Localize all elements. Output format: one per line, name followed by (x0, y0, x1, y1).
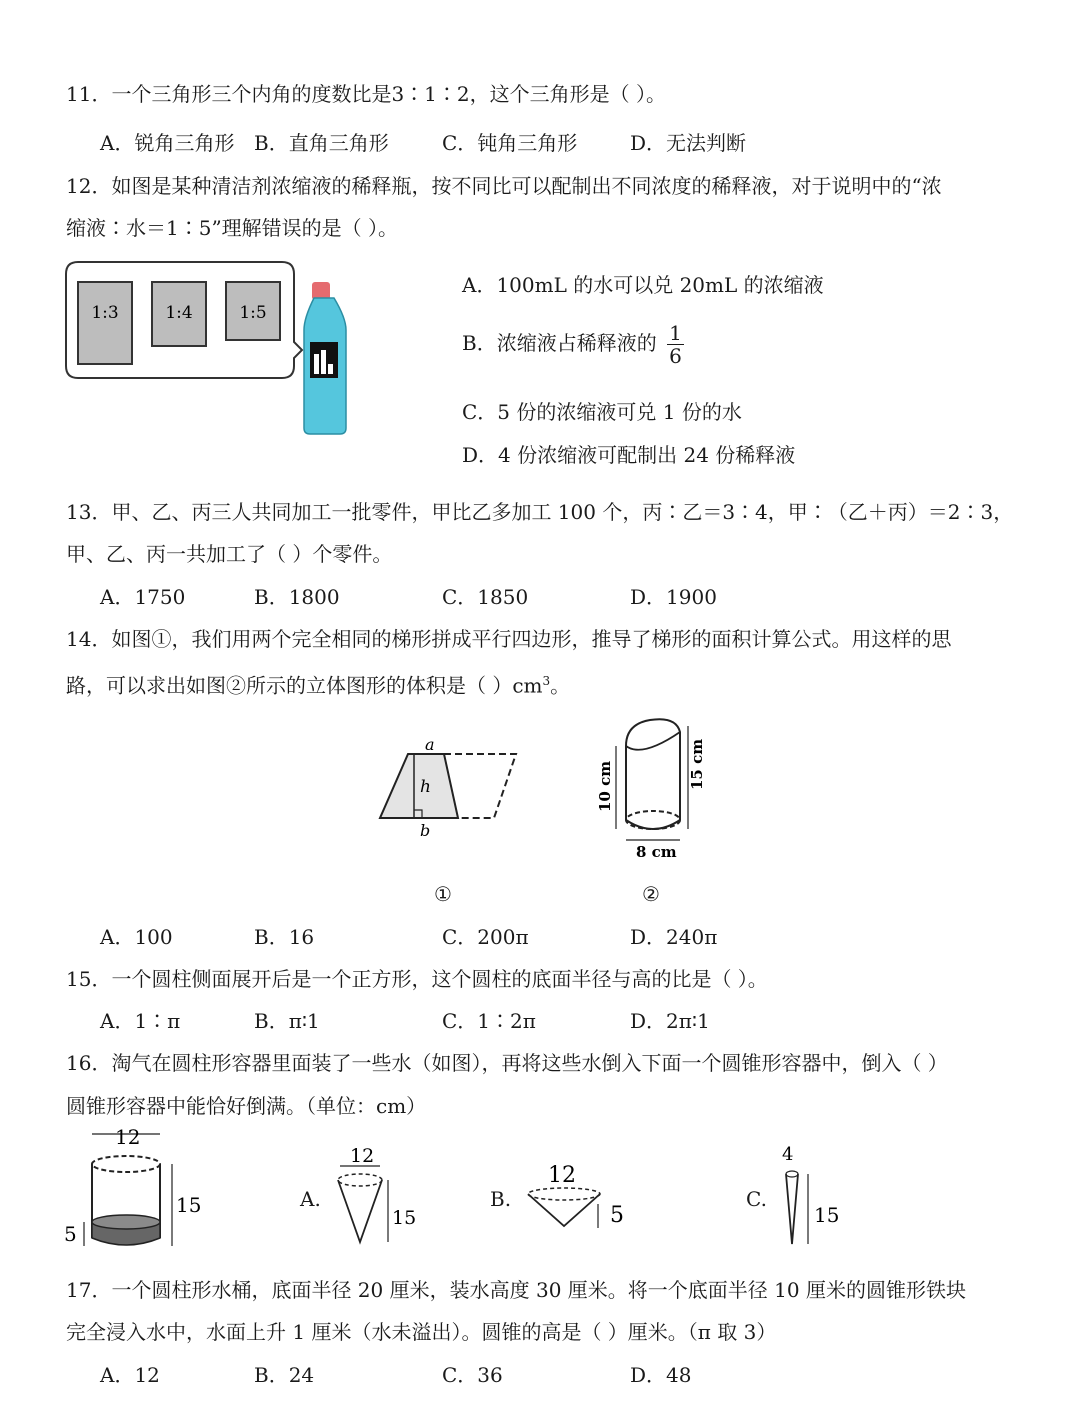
q16-stem-line2: 圆锥形容器中能恰好倒满。（单位：cm） (66, 1094, 427, 1118)
q12-stem-line1: 12．如图是某种清洁剂浓缩液的稀释瓶，按不同比可以配制出不同浓度的稀释液，对于说明中的“浓 (66, 174, 942, 198)
q14-option-b: B．16 (254, 925, 315, 949)
fraction-denominator: 6 (669, 344, 682, 368)
cone-b-height-label: 5 (610, 1203, 624, 1228)
ratio-label-3: 1:5 (239, 303, 267, 323)
cone-a-figure (330, 1146, 430, 1250)
q12-option-d: D．4 份浓缩液可配制出 24 份稀释液 (462, 443, 796, 467)
q11-option-c: C．钝角三角形 (442, 131, 578, 155)
label-a: a (425, 735, 435, 754)
label-10cm: 10 cm (596, 760, 614, 812)
q15-option-a: A．1∶π (100, 1009, 181, 1033)
cone-b-figure (518, 1156, 638, 1236)
q13-option-b: B．1800 (254, 585, 340, 609)
q12-option-b-text: B．浓缩液占稀释液的 (462, 331, 657, 355)
fig-label-2: ② (642, 882, 660, 906)
trapezoid-parallelogram-figure (370, 730, 530, 840)
q14-stem-line2 (66, 667, 570, 700)
q17-stem-line2: 完全浸入水中，水面上升 1 厘米（水未溢出）。圆锥的高是（ ）厘米。（π 取 3） (66, 1320, 777, 1344)
q13-option-c: C．1850 (442, 585, 529, 609)
cylinder-sides (626, 719, 680, 820)
q14-option-a: A．100 (100, 925, 173, 949)
q17-option-b: B．24 (254, 1363, 315, 1387)
q17-option-c: C．36 (442, 1363, 503, 1387)
q15-option-b: B．π∶1 (254, 1009, 320, 1033)
q17-option-a: A．12 (100, 1363, 160, 1387)
dilution-bottle-figure (64, 258, 364, 440)
cut-top-edge (626, 732, 680, 750)
fraction-numerator: 1 (669, 321, 682, 345)
q17-option-d: D．48 (630, 1363, 692, 1387)
label-8cm: 8 cm (636, 843, 677, 861)
cone-a-height-label: 15 (392, 1207, 417, 1229)
q17-stem-line1: 17．一个圆柱形水桶，底面半径 20 厘米，装水高度 30 厘米。将一个底面半径 10 厘米的圆锥形铁块 (66, 1278, 966, 1302)
ratio-label-2: 1:4 (165, 303, 193, 323)
q11-stem: 11．一个三角形三个内角的度数比是3∶1∶2，这个三角形是（ ）。 (66, 82, 666, 106)
cylinder-height-label: 15 (176, 1193, 202, 1217)
q16-option-c-label: C. (746, 1187, 767, 1211)
ratio-label-1: 1:3 (91, 303, 119, 323)
q14-option-c: C．200π (442, 925, 529, 949)
fraction-one-sixth (667, 322, 684, 367)
bottle-icon (304, 282, 346, 434)
cone-c-top-label: 4 (782, 1144, 794, 1165)
cone-a-top-label: 12 (350, 1146, 375, 1167)
label-h: h (420, 777, 431, 797)
q15-stem: 15．一个圆柱侧面展开后是一个正方形，这个圆柱的底面半径与高的比是（ ）。 (66, 967, 768, 991)
q11-option-a: A．锐角三角形 (100, 131, 235, 155)
q12-option-a: A．100mL 的水可以兑 20mL 的浓缩液 (462, 273, 824, 297)
trapezoid-shape (380, 754, 458, 818)
cone-b-top-label: 12 (548, 1163, 576, 1188)
q13-option-d: D．1900 (630, 585, 717, 609)
q15-option-c: C．1∶2π (442, 1009, 536, 1033)
q13-option-a: A．1750 (100, 585, 186, 609)
cone-c-height-label: 15 (814, 1203, 840, 1227)
q13-stem-line1: 13．甲、乙、丙三人共同加工一批零件，甲比乙多加工 100 个，丙∶乙＝3∶4，甲∶（乙＋丙）＝2∶3， (66, 500, 1014, 524)
q16-option-a-label: A. (300, 1187, 321, 1211)
q16-stem-line1: 16．淘气在圆柱形容器里面装了一些水（如图），再将这些水倒入下面一个圆锥形容器中，倒入（ ） (66, 1051, 948, 1075)
cube-superscript: 3 (542, 674, 551, 688)
q14-stem-line2-text: 路，可以求出如图②所示的立体图形的体积是（ ）cm (66, 673, 543, 698)
q11-option-d: D．无法判断 (630, 131, 747, 155)
cylinder-base (626, 811, 680, 829)
q14-stem-line1: 14．如图①，我们用两个完全相同的梯形拼成平行四边形，推导了梯形的面积计算公式。用这样的思 (66, 627, 952, 651)
q11-option-b: B．直角三角形 (254, 131, 389, 155)
fig-label-1: ① (434, 882, 452, 906)
q14-option-d: D．240π (630, 925, 718, 949)
q12-option-c: C．5 份的浓缩液可兑 1 份的水 (462, 400, 742, 424)
q16-option-b-label: B. (490, 1187, 512, 1211)
cone-c-figure (774, 1144, 854, 1250)
label-15cm: 15 cm (688, 738, 706, 790)
q12-option-b (462, 322, 684, 367)
q14-stem-line2-end: 。 (550, 673, 571, 698)
cylinder-diameter-label: 12 (115, 1126, 141, 1149)
q13-stem-line2: 甲、乙、丙一共加工了（ ）个零件。 (66, 542, 393, 566)
q15-option-d: D．2π∶1 (630, 1009, 710, 1033)
cut-cylinder-figure (590, 712, 730, 862)
water-cylinder-figure (60, 1126, 210, 1254)
ratio-card-1 (78, 282, 132, 364)
q12-stem-line2: 缩液∶水＝1∶5”理解错误的是（ ）。 (66, 216, 399, 240)
label-b: b (420, 821, 431, 840)
water-height-label: 5 (64, 1222, 77, 1246)
